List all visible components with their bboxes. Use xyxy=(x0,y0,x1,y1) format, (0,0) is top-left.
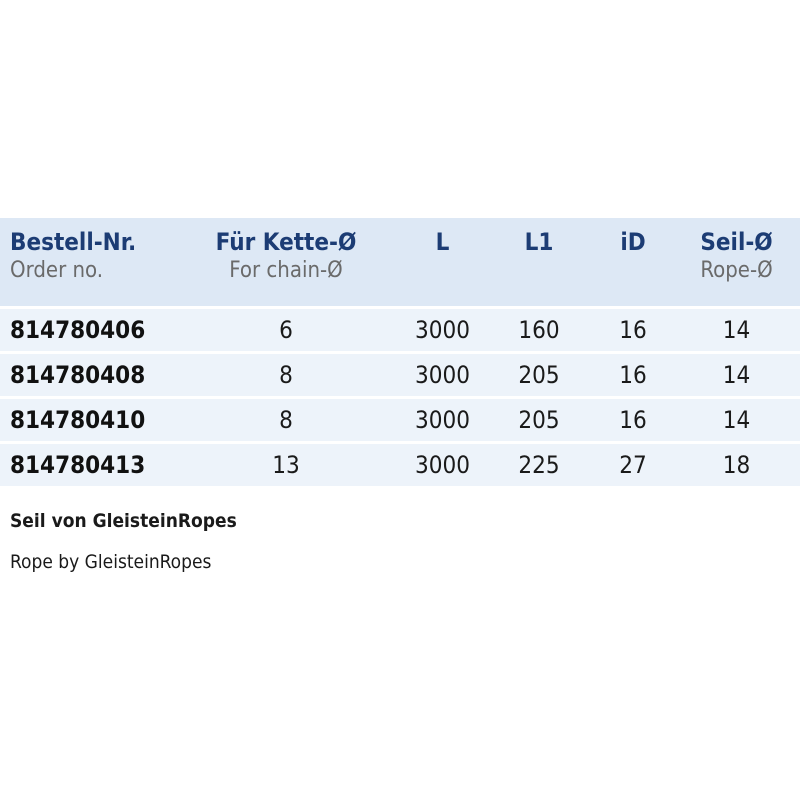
header-label-en: Order no. xyxy=(10,258,104,283)
cell-length-l1: 205 xyxy=(485,351,593,396)
table-row xyxy=(0,306,800,351)
header-label-en: For chain-Ø xyxy=(229,258,343,283)
cell-length-l1: 205 xyxy=(485,396,593,441)
cell-inner-diameter: 16 xyxy=(593,306,673,351)
header-inner-diameter xyxy=(593,218,673,306)
cell-rope-diameter: 18 xyxy=(673,441,800,486)
header-length xyxy=(400,218,485,306)
cell-length: 3000 xyxy=(400,306,485,351)
header-order-no xyxy=(0,218,172,306)
rope-note-en: Rope by GleisteinRopes xyxy=(10,551,212,573)
table-body xyxy=(0,306,800,486)
cell-rope-diameter: 14 xyxy=(673,396,800,441)
cell-length: 3000 xyxy=(400,396,485,441)
header-label-de: L xyxy=(435,228,450,256)
header-chain-diameter xyxy=(172,218,400,306)
header-length-l1 xyxy=(485,218,593,306)
cell-order-no: 814780410 xyxy=(0,396,172,441)
cell-rope-diameter: 14 xyxy=(673,306,800,351)
header-label-de: L1 xyxy=(524,228,554,256)
cell-inner-diameter: 16 xyxy=(593,396,673,441)
cell-inner-diameter: 16 xyxy=(593,351,673,396)
cell-order-no: 814780408 xyxy=(0,351,172,396)
cell-chain-diameter: 13 xyxy=(172,441,400,486)
cell-rope-diameter: 14 xyxy=(673,351,800,396)
cell-length-l1: 160 xyxy=(485,306,593,351)
header-label-de: Seil-Ø xyxy=(700,228,773,256)
cell-inner-diameter: 27 xyxy=(593,441,673,486)
header-rope-diameter xyxy=(673,218,800,306)
header-label-de: iD xyxy=(620,228,646,256)
header-row xyxy=(0,218,800,306)
product-table-container xyxy=(0,218,800,486)
header-label-en: Rope-Ø xyxy=(700,258,773,283)
cell-length: 3000 xyxy=(400,441,485,486)
table-row xyxy=(0,441,800,486)
table-header xyxy=(0,218,800,306)
product-table xyxy=(0,218,800,486)
table-row xyxy=(0,351,800,396)
cell-length: 3000 xyxy=(400,351,485,396)
cell-length-l1: 225 xyxy=(485,441,593,486)
cell-chain-diameter: 6 xyxy=(172,306,400,351)
table-row xyxy=(0,396,800,441)
cell-chain-diameter: 8 xyxy=(172,351,400,396)
cell-order-no: 814780406 xyxy=(0,306,172,351)
header-label-de: Bestell-Nr. xyxy=(10,228,137,256)
cell-chain-diameter: 8 xyxy=(172,396,400,441)
header-label-de: Für Kette-Ø xyxy=(215,228,357,256)
rope-note-de: Seil von GleisteinRopes xyxy=(10,510,237,532)
cell-order-no: 814780413 xyxy=(0,441,172,486)
